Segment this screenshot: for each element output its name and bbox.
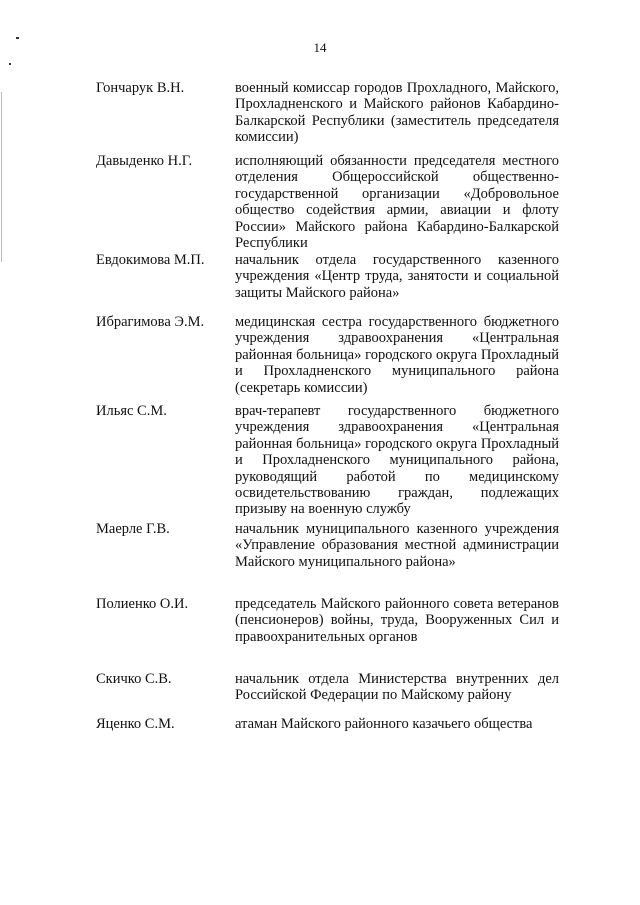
scan-artifact [1, 92, 2, 262]
scan-artifact [16, 37, 19, 39]
member-role: атаман Майского районного казачьего общества [235, 716, 533, 732]
member-role: военный комиссар городов Прохладного, Майского, Прохладненского и Майского районов Кабардино-Балкарской Республики (заместитель председателя комиссии) [235, 80, 559, 146]
member-name: Гончарук В.Н. [96, 80, 185, 96]
page-number: 14 [313, 40, 327, 55]
member-role: начальник отдела Министерства внутренних дел Российской Федерации по Майскому району [235, 671, 559, 704]
member-role: медицинская сестра государственного бюджетного учреждения здравоохранения «Центральная районная больница» городского округа Прохладный и Прохладненского муниципального района (секретарь комиссии) [235, 314, 559, 396]
member-name: Ибрагимова Э.М. [96, 314, 205, 330]
member-name: Евдокимова М.П. [96, 252, 205, 268]
member-name: Маерле Г.В. [96, 521, 170, 537]
member-name: Давыденко Н.Г. [96, 153, 193, 169]
member-role: начальник муниципального казенного учреждения «Управление образования местной администрации Майского муниципального района» [235, 521, 559, 570]
member-name: Яценко С.М. [96, 716, 175, 732]
member-name: Скичко С.В. [96, 671, 172, 687]
member-role: исполняющий обязанности председателя местного отделения Общероссийской общественно-государственной организации «Добровольное общество содействия армии, авиации и флоту России» Майского района Кабардино-Балкарской Республики [235, 153, 559, 252]
member-name: Полиенко О.И. [96, 596, 189, 612]
member-name: Ильяс С.М. [96, 403, 167, 419]
member-role: врач-терапевт государственного бюджетного учреждения здравоохранения «Центральная районная больница» городского округа Прохладный и Прохладненского муниципального района, руководящий работой по медицинскому освидетельствованию граждан, подлежащих призыву на военную службу [235, 403, 559, 518]
member-role: председатель Майского районного совета ветеранов (пенсионеров) войны, труда, Вооруженных Сил и правоохранительных органов [235, 596, 559, 645]
member-role: начальник отдела государственного казенного учреждения «Центр труда, занятости и социальной защиты Майского района» [235, 252, 559, 301]
scan-artifact [9, 63, 11, 65]
